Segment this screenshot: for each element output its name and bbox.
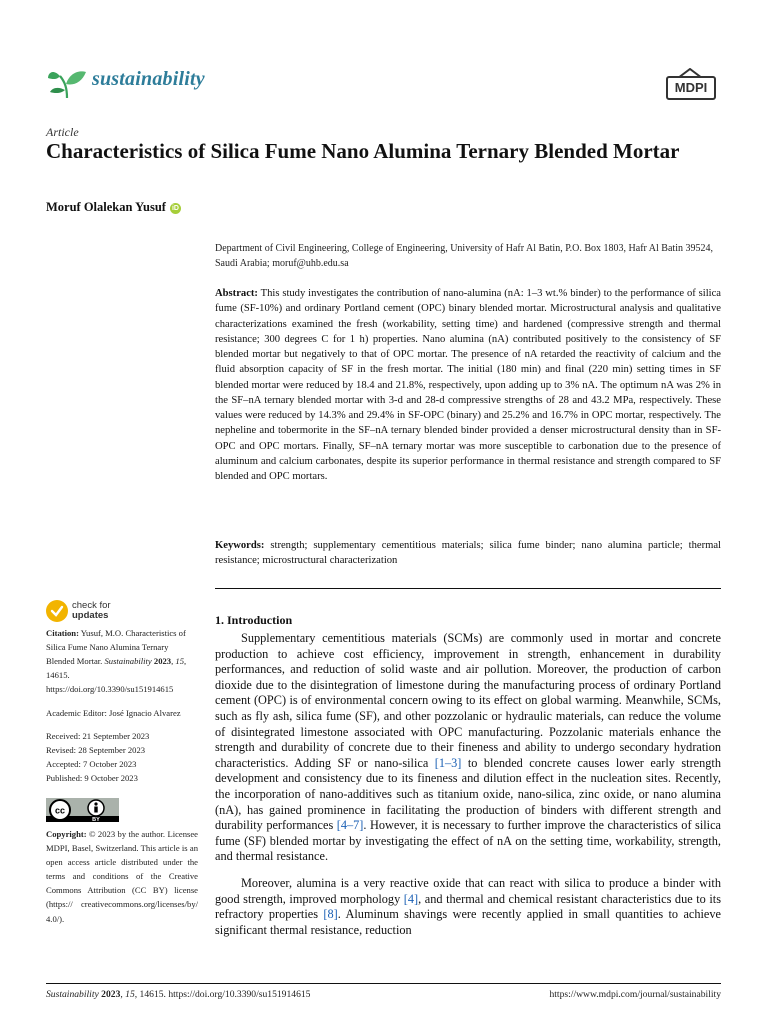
intro-p1-text-b: to blended concrete causes lower early strength development and consistency due to its fineness and dilution effect in the nucleation sites. Recently, the incorporation of nano-additives such as titanium oxide, nano-silica, zinc oxide, or nano alumina (nA), has gained prominence in facilitating the production of binders with different strength and durability performances [215,755,722,833]
intro-p2-text-a: Moreover, alumina is a very reactive oxide that can react with silica to produce a binder with good strength, improved morphology [215,876,721,906]
abstract [215,286,721,484]
copyright-block [46,827,198,926]
publisher-name: MDPI [666,76,716,100]
section-divider [215,588,721,589]
reference-link[interactable]: [4–7] [336,818,364,833]
keywords-text: strength; supplementary cementitious materials; silica fume binder; nano alumina particle; thermal resistance; microstructural characterization [215,540,721,567]
copyright-label: Copyright: [46,829,87,839]
citation-block: Citation: Yusuf, M.O. Characteristics of Silica Fume Nano Alumina Ternary Blended Mortar. Sustainability 2023, 15, 14615. https://doi.org/10.3390/su151914615 [46,628,187,695]
date-received: Received: 21 September 2023 [46,731,150,741]
affiliation: Department of Civil Engineering, College of Engineering, University of Hafr Al Batin, P.O. Box 1803, Hafr Al Batin 39524, Saudi Arabia; moruf@uhb.edu.sa [215,243,713,269]
footer-doi[interactable]: , 14615. https://doi.org/10.3390/su151914615 [134,989,311,1000]
reference-link[interactable]: [1–3] [434,755,462,770]
footer-journal: Sustainability [46,989,99,1000]
check-updates-line1: check for [72,600,111,611]
abstract-text: This study investigates the contribution of nano-alumina (nA: 1–3 wt.% binder) to the performance of silica fume (SF-10%) and ordinary Portland cement (OPC) binary blended mortar. Microstructural analysis and qualitative characterizations examined the fresh (workability, setting time) and hardened (compressive strength and thermal resistance; 300 degrees C for 1 h) properties. Nano alumina (nA) contributed positively to the consistency of SF blended mortar but negatively to that of OPC mortar. The presence of nA retarded the reactivity of calcium and the fluid absorption capacity of SF in the fresh mortar. The initial (180 min) and final (220 min) setting times in SF blended mortar were reduced by 18.4 and 21.8%, respectively, upon adding up to 3% nA. The optimum nA was 2% in the SF–nA ternary blended mortar with 3-d and 28-d compressive strengths of 28 and 43.2 MPa, respectively. These values were reduced by 14.3% and 29.4% in SF-OPC (binary) and 25.2% and 16.7% in OPC mortar, respectively. The nepheline and tobermorite in the SF–nA ternary blended binder provided a denser microstructural density than in SF-OPC and OPC mortars. Finally, SF–nA ternary mortar was more susceptible to carbonation due to the presence of aluminum and calcium carbonates, despite its superior performance in thermal resistance and strength compared to SF blended and OPC mortars. [215,288,721,482]
check-for-updates-button[interactable] [46,598,166,624]
reference-link[interactable]: [4] [403,891,419,906]
check-updates-line2: updates [72,610,109,621]
footer-journal-url[interactable]: https://www.mdpi.com/journal/sustainability [549,989,721,1000]
copyright-text: © 2023 by the author. Licensee MDPI, Basel, Switzerland. This article is an open access article distributed under the terms and conditions of the Creative Commons Attribution (CC BY) license (https:// creativecommons.org/licenses/by/ 4.0/). [46,829,198,924]
footer-divider [46,983,721,984]
section-heading-introduction: 1. Introduction [215,613,293,627]
intro-p1-text-a: Supplementary cementitious materials (SCMs) are commonly used in mortar and concrete production to achieve cost efficiency, improvement in strength, enhancement in durability performances, and reduction of solid waste and air pollution. Moreover, the production of carbon dioxide due to the disintegration of limestone during the manufacturing process of ordinary Portland cement (OPC) is of environmental concern owing to its effect on global warming. Meanwhile, SCMs, such as fly ash, silica fume (SF), and other pozzolanic or hydraulic materials, can reduce the volume of disintegrated limestone associated with OPC manufacturing. Pozzolanic materials enhance the strength and durability of concrete due to their fineness and ability to undergo secondary hydration characteristics. Adding SF or nano-silica [215,631,721,770]
check-updates-icon [46,600,68,622]
date-accepted: Accepted: 7 October 2023 [46,759,137,770]
article-type: Article [46,125,79,139]
reference-link[interactable]: [8] [323,907,338,922]
publisher-logo [666,68,718,102]
orcid-icon[interactable]: iD [171,205,179,212]
citation-volume: 15 [175,656,184,667]
footer-year: 2023 [101,989,121,1000]
journal-name: sustainability [92,68,205,90]
intro-p1-text-c: . However, it is necessary to further improve the characteristics of silica fume (SF) blended mortar by investigating the effect of nA on the setting time, workability, strength, and thermal resistance. [215,818,721,864]
checkmark-icon [46,600,68,622]
article-title: Characteristics of Silica Fume Nano Alumina Ternary Blended Mortar [46,139,680,163]
intro-paragraph-2 [215,876,721,938]
citation-label: Citation: [46,628,79,638]
date-revised: Revised: 28 September 2023 [46,745,146,756]
cc-text: cc [54,805,66,816]
author-line [46,200,181,215]
citation-year: 2023 [153,656,172,667]
cc-by-text: BY [92,817,100,822]
author-name[interactable]: Moruf Olalekan Yusuf [46,200,166,214]
keywords-label: Keywords: [215,540,265,551]
abstract-label: Abstract: [215,288,258,299]
intro-p2-text-c: . Aluminum shavings were recently applied in small quantities to achieve significant thermal resistance, reduction [215,907,721,937]
journal-leaf-logo-icon [46,64,88,100]
cc-by-license-icon[interactable] [46,798,119,822]
footer-citation: Sustainability 2023, 15, 14615. https://doi.org/10.3390/su151914615 [46,989,311,1000]
intro-p2-text-b: , and thermal and chemical resistant characteristics due to its refractory properties [215,891,721,922]
keywords [215,538,721,569]
citation-journal: Sustainability [104,656,152,667]
citation-text: Yusuf, M.O. Characteristics of Silica Fume Nano Alumina Ternary Blended Mortar. [46,628,186,667]
academic-editor: Academic Editor: José Ignacio Alvarez [46,708,181,718]
dates-block [46,729,198,785]
intro-paragraph-1 [215,631,721,865]
citation-doi[interactable]: , 14615. https://doi.org/10.3390/su151914615 [46,656,187,695]
footer-volume: 15 [125,989,135,1000]
date-published: Published: 9 October 2023 [46,773,138,784]
